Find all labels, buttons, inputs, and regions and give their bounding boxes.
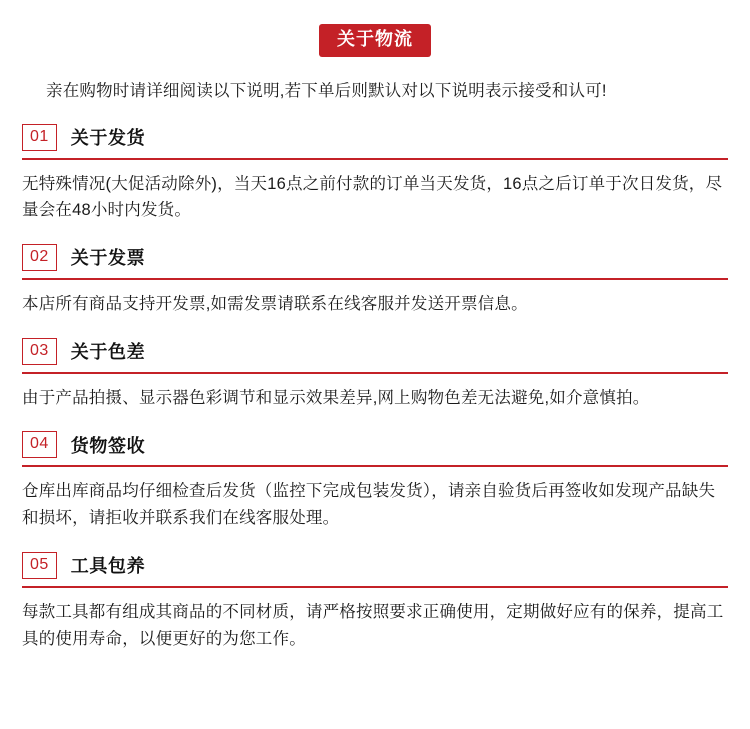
section-title: 关于发票 — [70, 248, 146, 269]
section-body: 本店所有商品支持开发票,如需发票请联系在线客服并发送开票信息。 — [22, 294, 528, 313]
page-title-badge: 关于物流 — [319, 24, 431, 57]
section-title: 关于色差 — [70, 342, 146, 363]
section-divider — [22, 586, 728, 588]
section-header — [22, 124, 728, 158]
section-header — [22, 244, 728, 278]
section-number: 05 — [22, 552, 57, 579]
section-body: 由于产品拍摄、显示器色彩调节和显示效果差异,网上购物色差无法避免,如介意慎拍。 — [22, 388, 650, 407]
section-title: 货物签收 — [70, 435, 146, 456]
section-title: 关于发货 — [70, 128, 146, 149]
section-body: 每款工具都有组成其商品的不同材质，请严格按照要求正确使用，定期做好应有的保养，提高工具的使用寿命，以便更好的为您工作。 — [22, 602, 724, 648]
section-divider — [22, 372, 728, 374]
section-divider — [22, 158, 728, 160]
section-divider — [22, 465, 728, 467]
section-tool-maintenance — [22, 552, 728, 652]
section-goods-receipt — [22, 431, 728, 531]
section-header — [22, 552, 728, 586]
intro-text: 亲在购物时请详细阅读以下说明,若下单后则默认对以下说明表示接受和认可! — [46, 81, 607, 100]
page-header — [22, 0, 728, 57]
section-header — [22, 338, 728, 372]
section-about-shipping — [22, 124, 728, 224]
section-number: 01 — [22, 124, 57, 151]
section-number: 04 — [22, 431, 57, 458]
section-title: 工具包养 — [70, 556, 146, 577]
section-number: 02 — [22, 244, 57, 271]
section-about-color-difference — [22, 338, 728, 412]
section-body: 无特殊情况(大促活动除外)，当天16点之前付款的订单当天发货，16点之后订单于次日发货，尽量会在48小时内发货。 — [22, 174, 723, 220]
section-header — [22, 431, 728, 465]
section-body: 仓库出库商品均仔细检查后发货（监控下完成包装发货），请亲自验货后再签收如发现产品缺失和损坏，请拒收并联系我们在线客服处理。 — [22, 482, 716, 528]
section-divider — [22, 278, 728, 280]
section-about-invoice — [22, 244, 728, 318]
section-number: 03 — [22, 338, 57, 365]
